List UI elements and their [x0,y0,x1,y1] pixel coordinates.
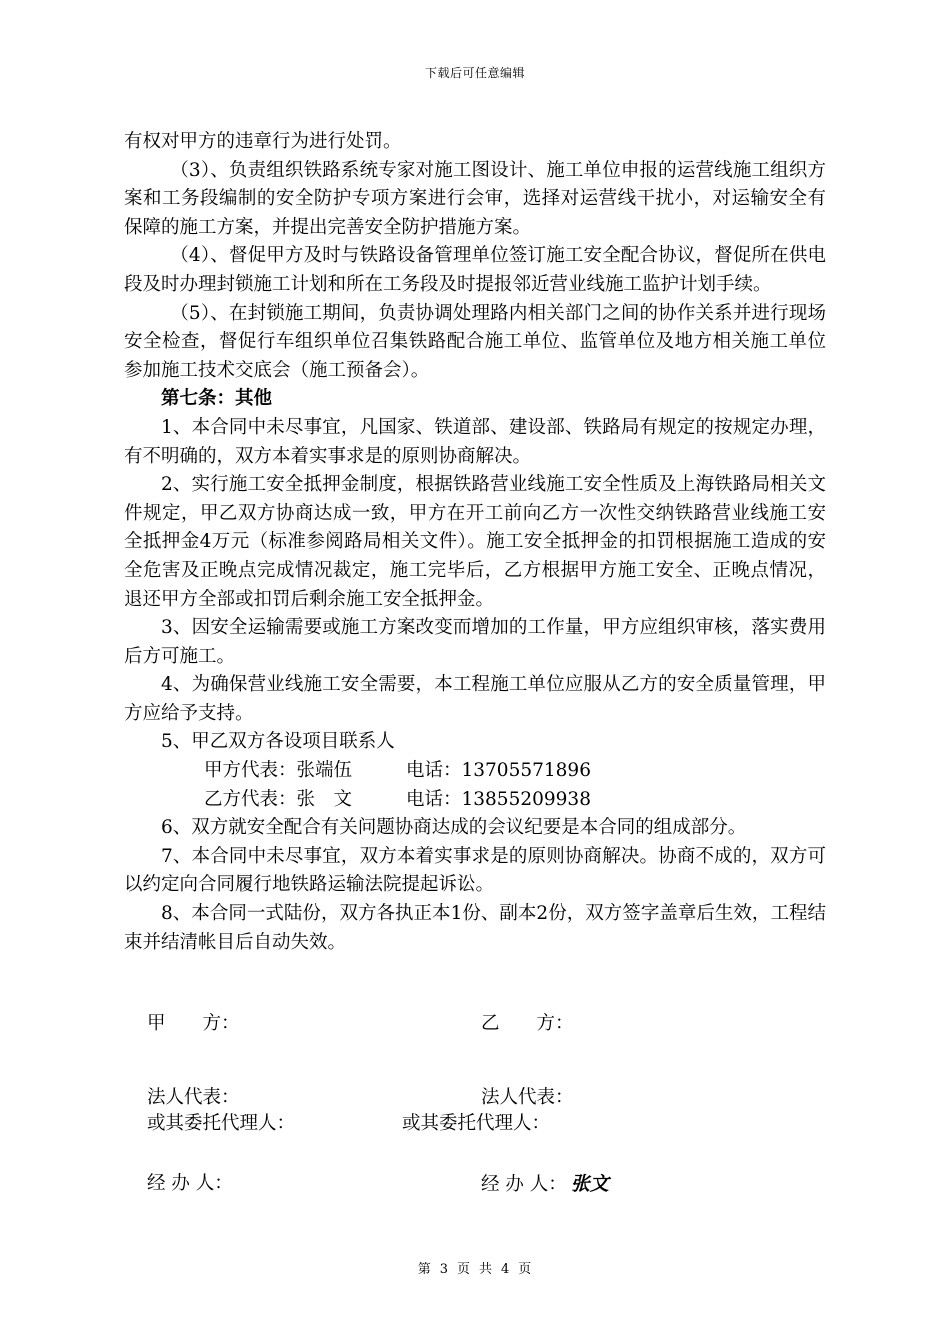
paragraph-item-4: 4、为确保营业线施工安全需要，本工程施工单位应服从乙方的安全质量管理，甲方应给予支持。 [124,674,826,724]
contact-phone: 电话：13855209938 [406,788,591,810]
agent-a-label: 或其委托代理人： [147,1113,296,1134]
paragraph-item-8: 8、本合同一式陆份，双方各执正本1份、副本2份，双方签字盖章后生效，工程结束并结清帐目后自动失效。 [124,903,826,953]
contact-phone: 电话：13705571896 [406,760,591,782]
page-footer [0,1258,950,1277]
paragraph-item-7: 7、本合同中未尽事宜，双方本着实事求是的原则协商解决。协商不成的，双方可以约定向合同履行地铁路运输法院提起诉讼。 [124,845,826,896]
paragraph-clause-5: （5）、在封锁施工期间，负责协调处理路内相关部门之间的协作关系并进行现场安全检查，督促行车组织单位召集铁路配合施工单位、监管单位及地方相关施工单位参加施工技术交底会（施工预备会）。 [124,302,826,381]
section-heading-article-7: 第七条：其他 [161,388,273,410]
handler-b-line [481,1169,609,1196]
contact-role: 甲方代表：张端伍 [204,760,353,782]
party-b-label: 乙 方： [481,1013,574,1034]
party-a-label: 甲 方： [147,1013,240,1034]
contact-line-party-b [124,786,826,815]
handler-b-label: 经 办 人： [481,1174,567,1195]
contact-line-party-a [124,757,826,786]
footer-page-unit: 页 [456,1262,471,1277]
contract-body [124,128,826,957]
footer-total-word: 共 [479,1262,494,1277]
handwritten-signature: 张文 [570,1173,609,1195]
contact-role: 乙方代表：张 文 [204,788,353,810]
page-header: 下载后可任意编辑 [424,66,525,80]
footer-prefix: 第 [417,1262,432,1277]
legal-rep-a-label: 法人代表： [147,1087,240,1108]
agent-b-label: 或其委托代理人： [402,1113,551,1134]
paragraph-item-6: 6、双方就安全配合有关问题协商达成的会议纪要是本合同的组成部分。 [161,817,747,839]
footer-page-number: 3 [439,1262,449,1277]
paragraph-item-1: 1、本合同中未尽事宜，凡国家、铁道部、建设部、铁路局有规定的按规定办理，有不明确的，双方本着实事求是的原则协商解决。 [124,416,826,467]
paragraph-item-3: 3、因安全运输需要或施工方案改变而增加的工作量，甲方应组织审核，落实费用后方可施工。 [124,617,826,667]
handler-a-label: 经 办 人： [147,1173,233,1194]
paragraph-item-5: 5、甲乙双方各设项目联系人 [161,731,395,753]
footer-total-pages: 4 [501,1262,511,1277]
paragraph-clause-3: （3）、负责组织铁路系统专家对施工图设计、施工单位申报的运营线施工组织方案和工务段编制的安全防护专项方案进行会审，选择对运营线干扰小，对运输安全有保障的施工方案，并提出完善安全防护措施方案。 [124,159,826,238]
paragraph-clause-4: （4）、督促甲方及时与铁路设备管理单位签订施工安全配合协议，督促所在供电段及时办理封锁施工计划和所在工务段及时提报邻近营业线施工监护计划手续。 [124,245,826,295]
paragraph-item-2: 2、实行施工安全抵押金制度，根据铁路营业线施工安全性质及上海铁路局相关文件规定，甲乙双方协商达成一致，甲方在开工前向乙方一次性交纳铁路营业线施工安全抵押金4万元（标准参阅路局相关文件）。施工安全抵押金的扣罚根据施工造成的安全危害及正晚点完成情况裁定，施工完毕后，乙方根据甲方施工安全、正晚点情况，退还甲方全部或扣罚后剩余施工安全抵押金。 [124,474,826,610]
paragraph-continuation: 有权对甲方的违章行为进行处罚。 [124,131,402,152]
footer-suffix: 页 [518,1262,533,1277]
legal-rep-b-label: 法人代表： [481,1087,574,1108]
